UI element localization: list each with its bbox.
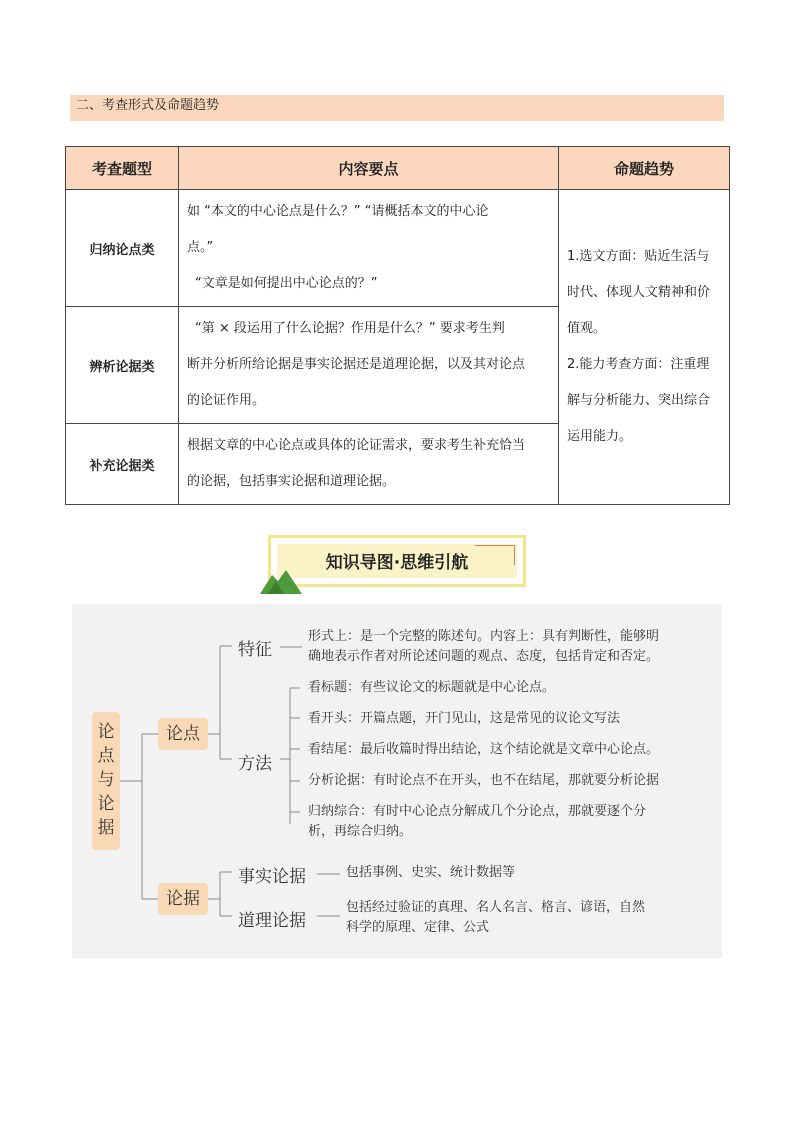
banner-decoration — [475, 545, 515, 546]
header-content: 内容要点 — [179, 147, 559, 190]
text-line: 包括经过验证的真理、名人名言、格言、谚语，自然 — [346, 900, 646, 915]
content-line: “文章是如何提出中心论点的？” — [195, 276, 378, 291]
root-char: 论 — [97, 722, 115, 742]
list-item: 看标题：有些议论文的标题就是中心论点。 — [308, 680, 556, 695]
node-lundian: 论点 — [158, 718, 208, 750]
content-line: 断并分析所给论据是事实论据还是道理论据，以及其对论点 — [187, 357, 526, 372]
text-line: 归纳综合：有时中心论点分解成几个分论点，那就要逐个分 — [308, 804, 647, 819]
mountain-icon — [258, 567, 304, 595]
node-shishi: 事实论据 — [238, 867, 306, 887]
section-heading — [70, 95, 724, 121]
trend-line: 2.能力考查方面：注重理 — [567, 357, 710, 372]
banner-decoration — [514, 545, 515, 565]
root-char: 据 — [97, 818, 115, 838]
node-lunju: 论据 — [158, 883, 208, 915]
text-line: 确地表示作者对所论述问题的观点、态度，包括肯定和否定。 — [308, 649, 660, 664]
trend-line: 值观。 — [567, 321, 607, 336]
node-tezheng: 特征 — [238, 640, 272, 660]
root-char: 与 — [97, 770, 115, 790]
list-item: 看结尾：最后收篇时得出结论，这个结论就是文章中心论点。 — [308, 742, 660, 757]
trend-line: 时代、体现人文精神和价 — [567, 285, 711, 300]
mindmap-banner — [268, 535, 526, 587]
text-line: 析，再综合归纳。 — [308, 824, 413, 839]
row-type: 补充论据类 — [66, 424, 179, 505]
row-content — [179, 190, 559, 307]
mindmap-root — [92, 712, 120, 850]
root-char: 论 — [97, 794, 115, 814]
root-char: 点 — [97, 746, 115, 766]
section-title: 二、考查形式及命题趋势 — [76, 98, 220, 113]
node-daoli: 道理论据 — [238, 911, 306, 931]
content-line: 的论据，包括事实论据和道理论据。 — [187, 474, 396, 489]
trend-line: 运用能力。 — [567, 429, 633, 444]
row-type: 归纳论点类 — [66, 190, 179, 307]
content-line: 如 “本文的中心论点是什么？” “请概括本文的中心论 — [187, 204, 489, 219]
content-line: 点。” — [187, 240, 214, 255]
row-content — [179, 307, 559, 424]
tezheng-text — [308, 627, 718, 667]
row-content — [179, 424, 559, 505]
list-item: 看开头：开篇点题，开门见山，这是常见的议论文写法 — [308, 711, 621, 726]
shishi-text: 包括事例、史实、统计数据等 — [346, 865, 516, 880]
row-type: 辨析论据类 — [66, 307, 179, 424]
trend-line: 解与分析能力、突出综合 — [567, 393, 711, 408]
text-line: 科学的原理、定律、公式 — [346, 920, 490, 935]
banner-title: 知识导图·思维引航 — [325, 553, 469, 573]
content-line: 的论证作用。 — [187, 393, 266, 408]
content-line: “第 × 段运用了什么论据？作用是什么？” 要求考生判 — [195, 321, 505, 336]
header-trend: 命题趋势 — [559, 147, 730, 190]
exam-format-table — [65, 146, 730, 505]
node-fangfa: 方法 — [238, 754, 272, 774]
list-item: 分析论据：有时论点不在开头，也不在结尾，那就要分析论据 — [308, 773, 660, 788]
mind-map — [72, 604, 722, 958]
header-type: 考查题型 — [66, 147, 179, 190]
daoli-text — [346, 898, 716, 938]
table-header-row — [66, 147, 730, 190]
table-row — [66, 190, 730, 307]
list-item — [308, 802, 718, 842]
text-line: 形式上：是一个完整的陈述句。内容上：具有判断性，能够明 — [308, 629, 660, 644]
trend-cell — [559, 190, 730, 505]
content-line: 根据文章的中心论点或具体的论证需求，要求考生补充恰当 — [187, 438, 526, 453]
trend-line: 1.选文方面：贴近生活与 — [567, 249, 710, 264]
